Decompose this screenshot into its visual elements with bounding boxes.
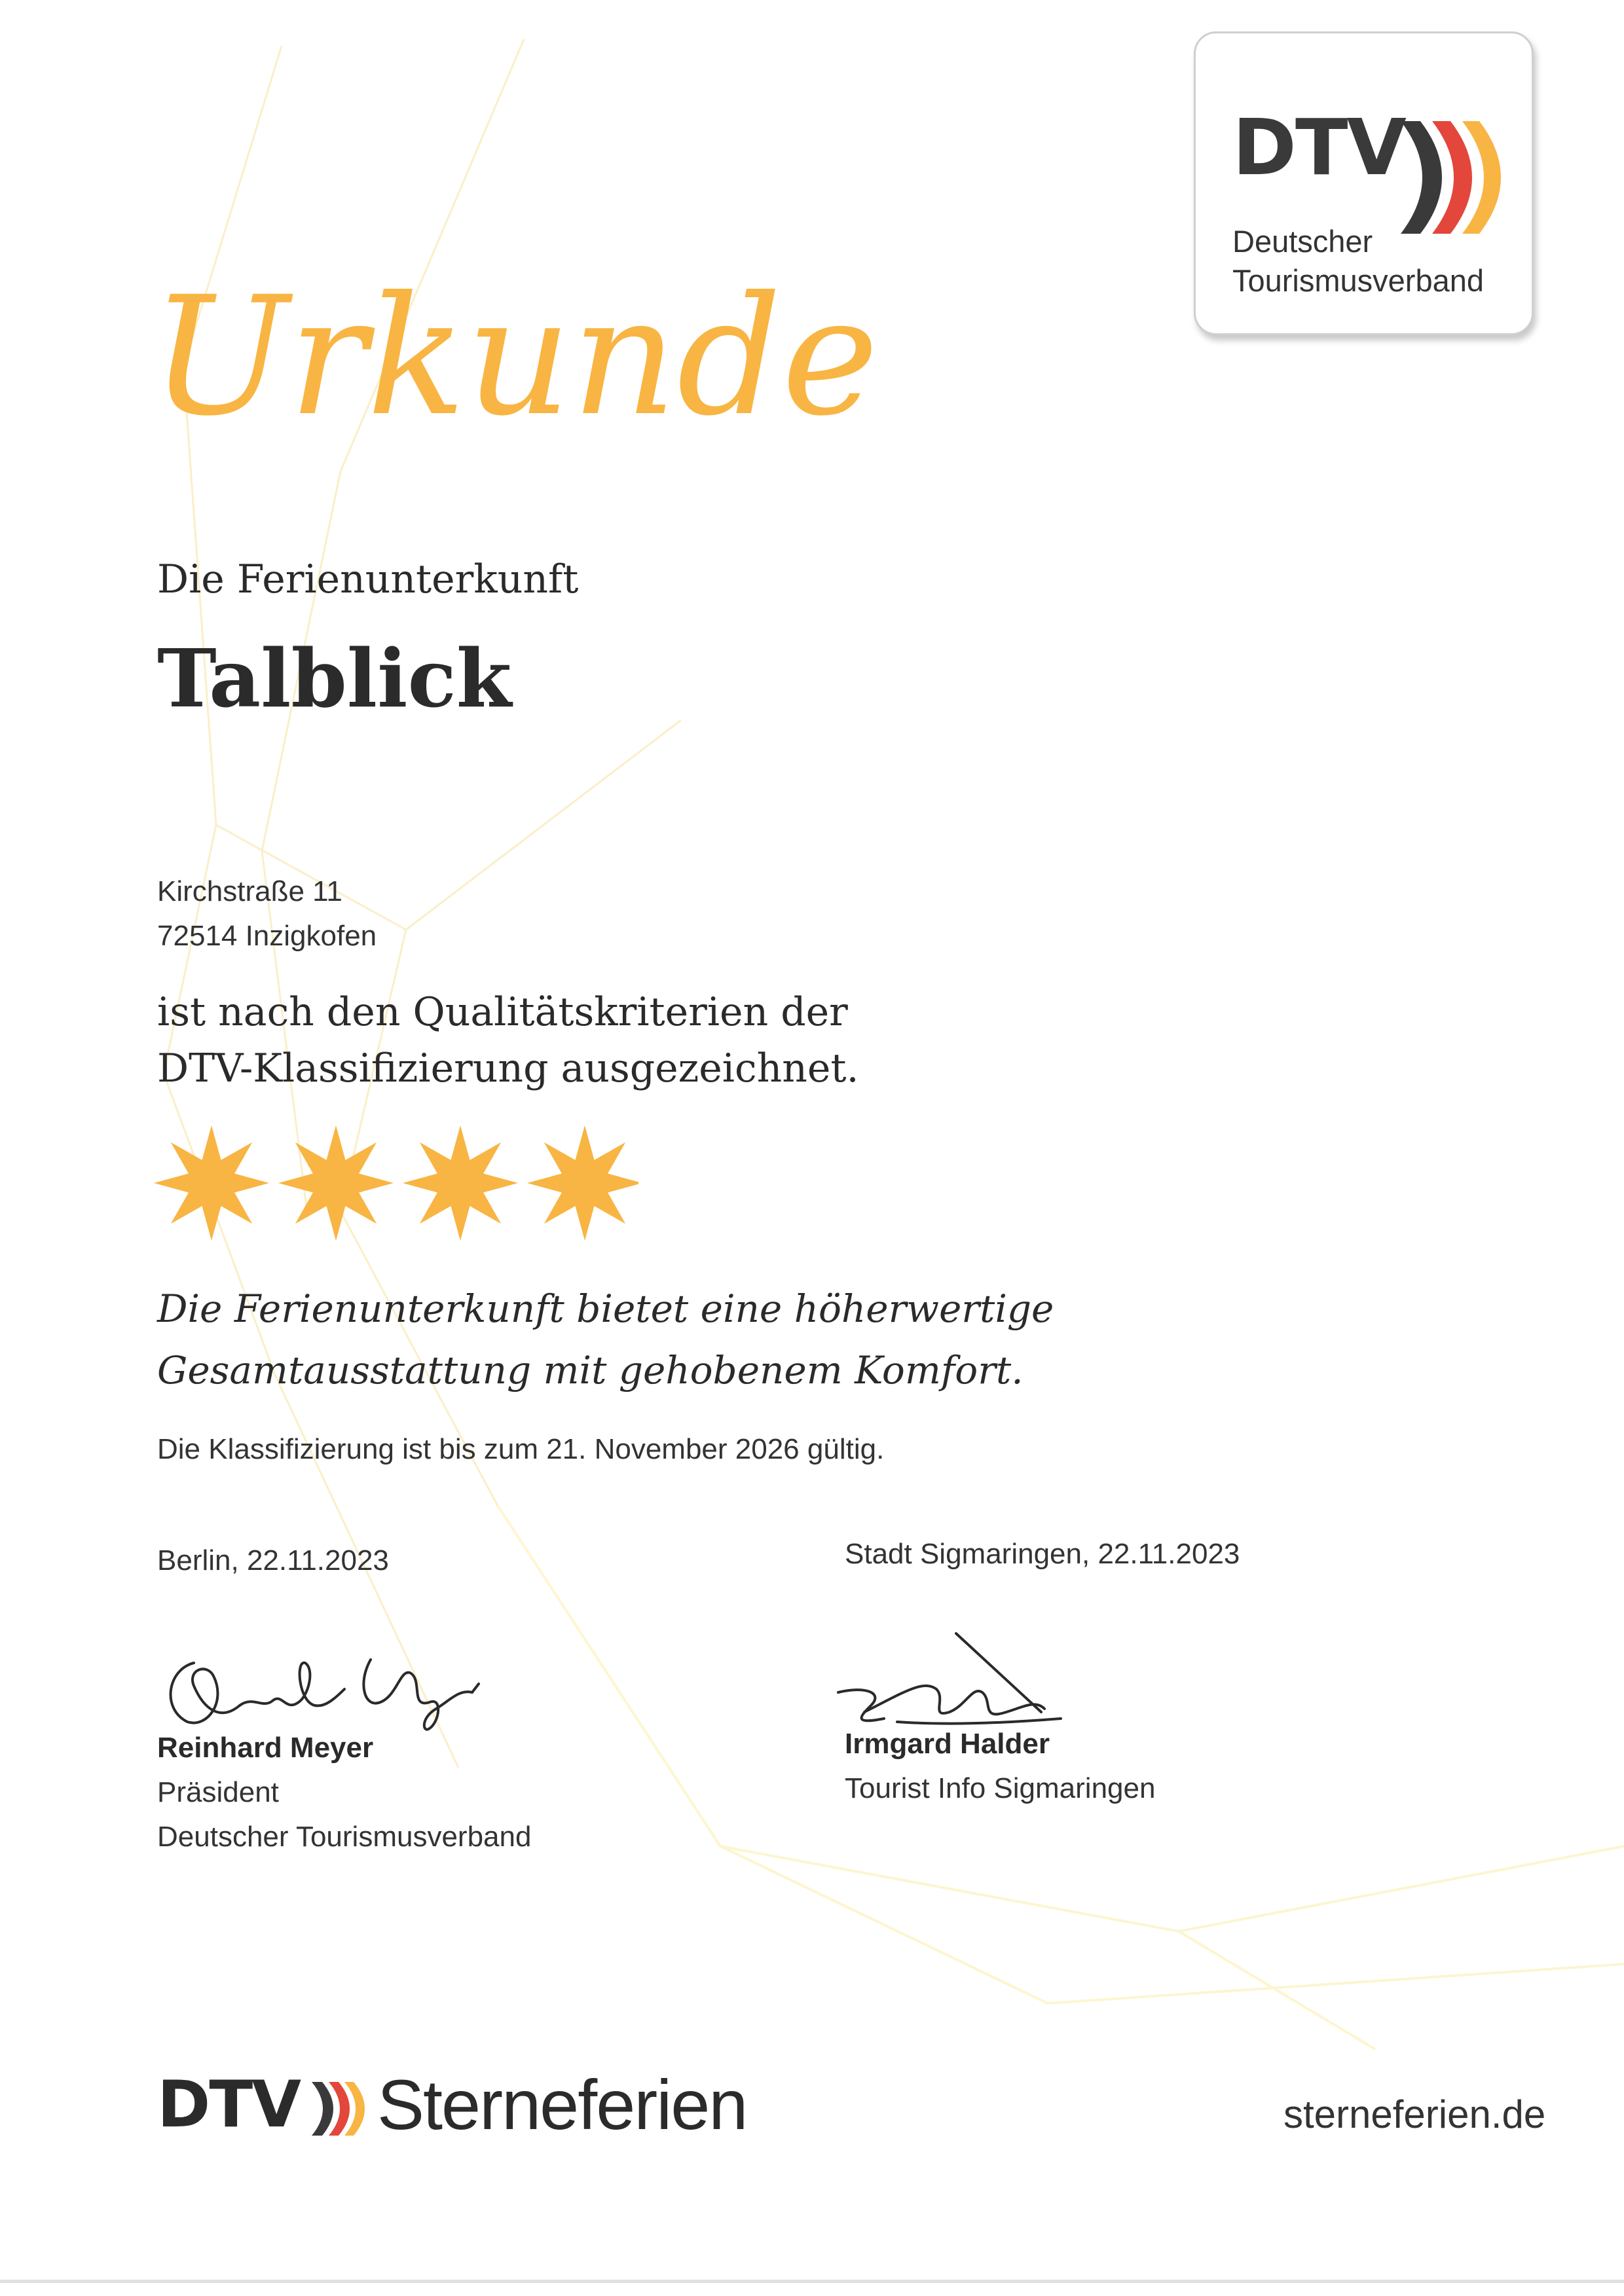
logo-subtitle (1232, 222, 1484, 301)
signer-name-left: Reinhard Meyer (157, 1732, 374, 1764)
logo-subtitle-line1: Deutscher (1232, 224, 1373, 259)
signer-org-right: Tourist Info Sigmaringen (845, 1772, 1156, 1804)
property-name: Talblick (157, 631, 512, 725)
footer-brand-prefix: DTV (157, 2068, 301, 2142)
description-line2: Gesamtausstattung mit gehobenem Komfort. (157, 1348, 1024, 1393)
criteria-line2: DTV-Klassifizierung ausgezeichnet. (157, 1046, 859, 1091)
logo-subtitle-line2: Tourismusverband (1232, 263, 1485, 298)
dtv-logo (1194, 31, 1534, 335)
bottom-divider (0, 2280, 1624, 2283)
place-date-right: Stadt Sigmaringen, 22.11.2023 (845, 1538, 1240, 1570)
signature-block-left (157, 1726, 531, 1859)
footer-chevrons-icon (309, 2081, 369, 2137)
star-icon (403, 1125, 518, 1241)
signature-block-right (845, 1722, 1155, 1811)
star-icon (527, 1125, 638, 1241)
star-icon (154, 1125, 269, 1241)
criteria-line1: ist nach den Qualitätskriterien der (157, 989, 848, 1035)
logo-brand-text: DTV (1232, 102, 1405, 192)
website-link[interactable]: sterneferien.de (1283, 2092, 1546, 2136)
address-city: 72514 Inzigkofen (157, 920, 377, 952)
signer-name-right: Irmgard Halder (845, 1728, 1050, 1760)
star-rating (154, 1123, 638, 1244)
signer-role-left: Präsident (157, 1776, 279, 1808)
star-icon (278, 1125, 394, 1241)
place-date-left: Berlin, 22.11.2023 (157, 1544, 389, 1576)
footer-brand-name: Sterneferien (377, 2065, 747, 2144)
lead-text: Die Ferienunterkunft (157, 556, 579, 602)
address (157, 869, 377, 958)
validity-text: Die Klassifizierung ist bis zum 21. November 2026 gültig. (157, 1433, 885, 1465)
chevrons-icon (1394, 118, 1509, 236)
signer-org-left: Deutscher Tourismusverband (157, 1821, 532, 1853)
description (157, 1278, 1054, 1401)
description-line1: Die Ferienunterkunft bietet eine höherwertige (157, 1286, 1054, 1331)
criteria-text (157, 984, 859, 1097)
address-street: Kirchstraße 11 (157, 875, 342, 907)
certificate-title: Urkunde (151, 261, 879, 452)
